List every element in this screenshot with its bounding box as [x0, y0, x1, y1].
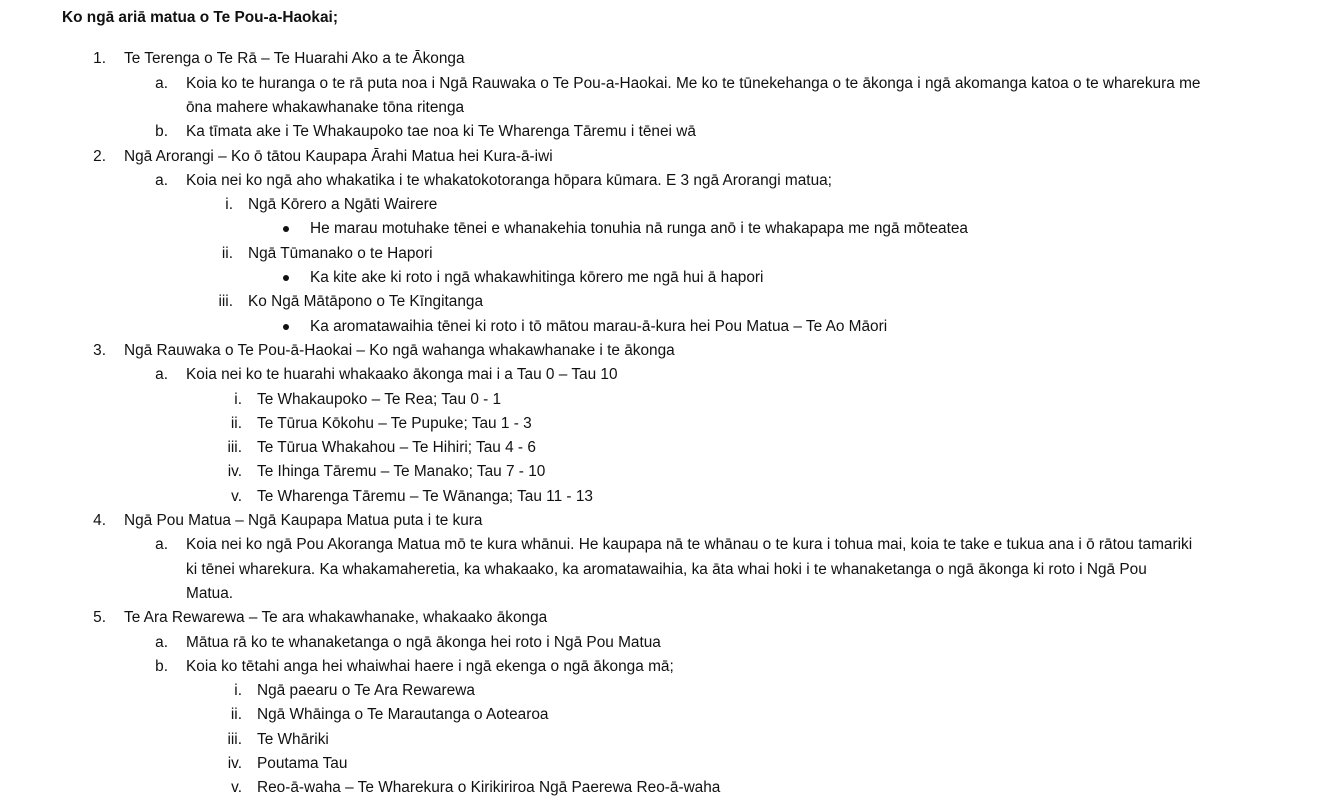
- roman-marker: i.: [234, 682, 242, 700]
- roman-item-text: Te Whakaupoko – Te Rea; Tau 0 - 1: [257, 390, 502, 408]
- sublist-item-text: ōna mahere whakawhanake tōna ritenga: [186, 98, 465, 116]
- list-item-text: Te Ara Rewarewa – Te ara whakawhanake, whakaako ākonga: [124, 609, 548, 627]
- roman-item-text: Te Tūrua Kōkohu – Te Pupuke; Tau 1 - 3: [257, 414, 532, 432]
- bullet-item-text: Ka kite ake ki roto i ngā whakawhitinga kōrero me ngā hui ā hapori: [310, 269, 764, 286]
- roman-item-text: Poutama Tau: [257, 755, 348, 772]
- roman-marker: iii.: [227, 730, 242, 748]
- sublist-marker: a.: [155, 171, 168, 189]
- sublist-item-text: Matua.: [186, 584, 234, 602]
- roman-marker: iii.: [227, 439, 242, 457]
- sublist-marker: a.: [155, 74, 168, 92]
- list-marker: 2.: [93, 147, 106, 165]
- sublist-item-text: Koia ko tētahi anga hei whaiwhai haere i ngā ekenga o ngā ākonga mā;: [186, 657, 674, 675]
- bullet-icon: [283, 226, 289, 232]
- sublist-marker: b.: [155, 657, 168, 675]
- roman-marker: iv.: [227, 755, 242, 772]
- roman-item-text: Ngā Tūmanako o te Hapori: [248, 244, 433, 262]
- sublist-marker: b.: [155, 123, 168, 141]
- bullet-item-text: Ka aromatawaihia tēnei ki roto i tō mātou marau-ā-kura hei Pou Matua – Te Ao Māori: [310, 317, 888, 335]
- bullet-icon: [283, 275, 289, 281]
- list-marker: 4.: [93, 512, 106, 529]
- roman-item-text: Reo-ā-waha – Te Wharekura o Kirikiriroa Ngā Paerewa Reo-ā-waha: [257, 779, 721, 797]
- sublist-marker: a.: [155, 536, 168, 554]
- roman-item-text: Te Ihinga Tāremu – Te Manako; Tau 7 - 10: [257, 463, 546, 481]
- list-marker: 3.: [93, 341, 106, 359]
- bullet-icon: [283, 324, 289, 330]
- sublist-item-text: Koia nei ko ngā Pou Akoranga Matua mō te kura whānui. He kaupapa nā te whānau o te kura i tohua mai, koia te take e tukua ana i ō rātou tamariki: [186, 536, 1193, 554]
- roman-marker: v.: [231, 779, 242, 797]
- list-item-text: Ngā Rauwaka o Te Pou-ā-Haokai – Ko ngā wahanga whakawhanake i te ākonga: [124, 341, 675, 359]
- list-marker: 5.: [93, 609, 106, 627]
- roman-marker: i.: [234, 390, 242, 408]
- roman-marker: ii.: [230, 414, 242, 432]
- roman-marker: v.: [231, 487, 242, 505]
- list-marker: 1.: [93, 50, 106, 68]
- sublist-marker: a.: [155, 366, 168, 384]
- roman-item-text: Te Wharenga Tāremu – Te Wānanga; Tau 11 - 13: [257, 487, 593, 505]
- sublist-item-text: Ka tīmata ake i Te Whakaupoko tae noa ki Te Wharenga Tāremu i tēnei wā: [186, 123, 696, 141]
- list-item-text: Ngā Pou Matua – Ngā Kaupapa Matua puta i te kura: [124, 512, 483, 529]
- roman-item-text: Ko Ngā Mātāpono o Te Kīngitanga: [248, 293, 484, 311]
- roman-item-text: Ngā Whāinga o Te Marautanga o Aotearoa: [257, 706, 549, 724]
- list-item-text: Ngā Arorangi – Ko ō tātou Kaupapa Ārahi Matua hei Kura-ā-iwi: [124, 147, 553, 165]
- roman-item-text: Te Whāriki: [257, 730, 329, 748]
- roman-item-text: Ngā Kōrero a Ngāti Wairere: [248, 196, 438, 214]
- roman-marker: i.: [225, 196, 233, 214]
- roman-marker: iii.: [218, 293, 233, 311]
- sublist-item-text: Koia nei ko ngā aho whakatika i te whakatokotoranga hōpara kūmara. E 3 ngā Arorangi matua;: [186, 171, 832, 189]
- document-heading: Ko ngā ariā matua o Te Pou-a-Haokai;: [62, 9, 338, 26]
- sublist-item-text: Mātua rā ko te whanaketanga o ngā ākonga hei roto i Ngā Pou Matua: [186, 633, 661, 651]
- roman-marker: iv.: [227, 463, 242, 481]
- roman-item-text: Ngā paearu o Te Ara Rewarewa: [257, 682, 475, 700]
- sublist-item-text: Koia nei ko te huarahi whakaako ākonga mai i a Tau 0 – Tau 10: [186, 366, 618, 384]
- sublist-item-text: ki tēnei wharekura. Ka whakamaheretia, ka whakaako, ka aromatawaihia, ka āta whai hoki i te whanaketanga o ngā ākonga ki roto i Ngā Pou: [186, 560, 1147, 578]
- roman-marker: ii.: [230, 706, 242, 724]
- bullet-item-text: He marau motuhake tēnei e whanakehia tonuhia nā runga anō i te whakapapa me ngā mōteatea: [310, 220, 968, 238]
- list-item-text: Te Terenga o Te Rā – Te Huarahi Ako a te Ākonga: [124, 50, 465, 68]
- roman-marker: ii.: [221, 244, 233, 262]
- sublist-marker: a.: [155, 633, 168, 651]
- roman-item-text: Te Tūrua Whakahou – Te Hihiri; Tau 4 - 6: [257, 439, 536, 457]
- sublist-item-text: Koia ko te huranga o te rā puta noa i Ngā Rauwaka o Te Pou-a-Haokai. Me ko te tūnekehanga o te ākonga i ngā akomanga katoa o te wharekura me: [186, 74, 1201, 92]
